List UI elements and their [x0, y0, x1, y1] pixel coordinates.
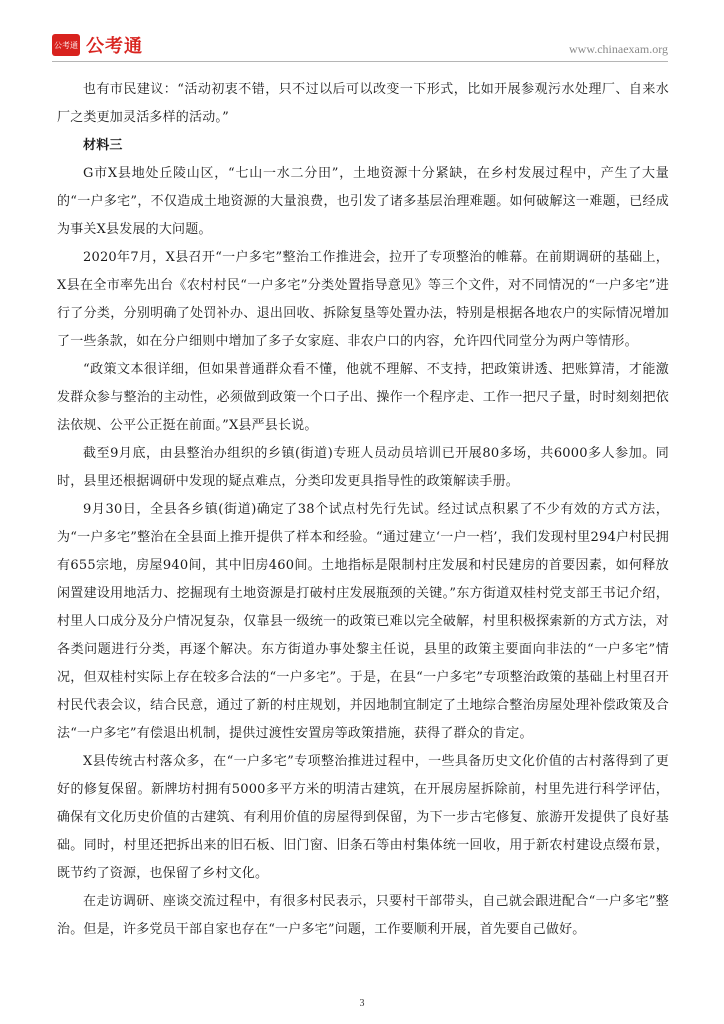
paragraph: G市X县地处丘陵山区，“七山一水二分田”，土地资源十分紧缺，在乡村发展过程中，产生了大量的“一户多宅”，不仅造成土地资源的大量浪费，也引发了诸多基层治理难题。如何破解这一难题，已经成为事关X县发展的大问题。 [57, 166, 669, 237]
paragraph: X县传统古村落众多，在“一户多宅”专项整治推进过程中，一些具备历史文化价值的古村落得到了更好的修复保留。新牌坊村拥有5000多平方米的明清古建筑，在开展房屋拆除前，村里先进行科学评估，确保有文化历史价值的古建筑、有利用价值的房屋得到保留，为下一步古宅修复、旅游开发提供了良好基础。同时，村里还把拆出来的旧石板、旧门窗、旧条石等由村集体统一回收，用于新农村建设点缀布景，既节约了资源，也保留了乡村文化。 [57, 754, 669, 881]
paragraph: 9月30日，全县各乡镇(街道)确定了38个试点村先行先试。经过试点积累了不少有效的方式方法，为“一户多宅”整治在全县面上推开提供了样本和经验。“通过建立‘一户一档’，我们发现村里294户村民拥有655宗地，房屋940间，其中旧房460间。土地指标是限制村庄发展和村民建房的首要因素，如何释放闲置建设用地活力、挖掘现有土地资源是打破村庄发展瓶颈的关键。”东方街道双桂村党支部王书记介绍，村里人口成分及分户情况复杂，仅靠县一级统一的政策已难以完全破解，村里积极探索新的方式方法，对各类问题进行分类，再逐个解决。东方街道办事处黎主任说，县里的政策主要面向非法的“一户多宅”情况，但双桂村实际上存在较多合法的“一户多宅”。于是，在县“一户多宅”专项整治政策的基础上村里召开村民代表会议，结合民意，通过了新的村庄规划，并因地制宜制定了土地综合整治房屋处理补偿政策及合法“一户多宅”有偿退出机制，提供过渡性安置房等政策措施，获得了群众的肯定。 [57, 502, 669, 741]
paragraph: 截至9月底，由县整治办组织的乡镇(街道)专班人员动员培训已开展80多场，共6000多人参加。同时，县里还根据调研中发现的疑点难点，分类印发更具指导性的政策解读手册。 [57, 446, 669, 489]
header-divider [52, 61, 668, 62]
paragraph: “政策文本很详细，但如果普通群众看不懂，他就不理解、不支持，把政策讲透、把账算清，才能激发群众参与整治的主动性，必须做到政策一个口子出、操作一个程序走、工作一把尺子量，时时刻刻把依法依规、公平公正挺在前面。”X县严县长说。 [57, 362, 669, 433]
site-url[interactable]: www.chinaexam.org [569, 42, 668, 56]
page-number: 3 [359, 998, 365, 1009]
paragraph: 在走访调研、座谈交流过程中，有很多村民表示，只要村干部带头，自己就会跟进配合“一户多宅”整治。但是，许多党员干部自家也存在“一户多宅”问题，工作要顺利开展，首先要自己做好。 [57, 894, 669, 937]
brand-logo[interactable] [52, 32, 143, 58]
logo-badge-icon: 公考通 [52, 34, 80, 56]
page-header [52, 30, 668, 64]
brand-name: 公考通 [86, 36, 143, 57]
paragraph: 也有市民建议：“活动初衷不错，只不过以后可以改变一下形式，比如开展参观污水处理厂、自来水厂之类更加灵活多样的活动。” [57, 82, 669, 125]
document-body [57, 76, 669, 944]
paragraph: 2020年7月，X县召开“一户多宅”整治工作推进会，拉开了专项整治的帷幕。在前期调研的基础上，X县在全市率先出台《农村村民“一户多宅”分类处置指导意见》等三个文件，对不同情况的“一户多宅”进行了分类，分别明确了处罚补办、退出回收、拆除复垦等处置办法，特别是根据各地农户的实际情况增加了一些条款，如在分户细则中增加了多子女家庭、非农户口的内容，允许四代同堂分为两户等情形。 [57, 250, 669, 349]
section-heading: 材料三 [83, 138, 123, 153]
